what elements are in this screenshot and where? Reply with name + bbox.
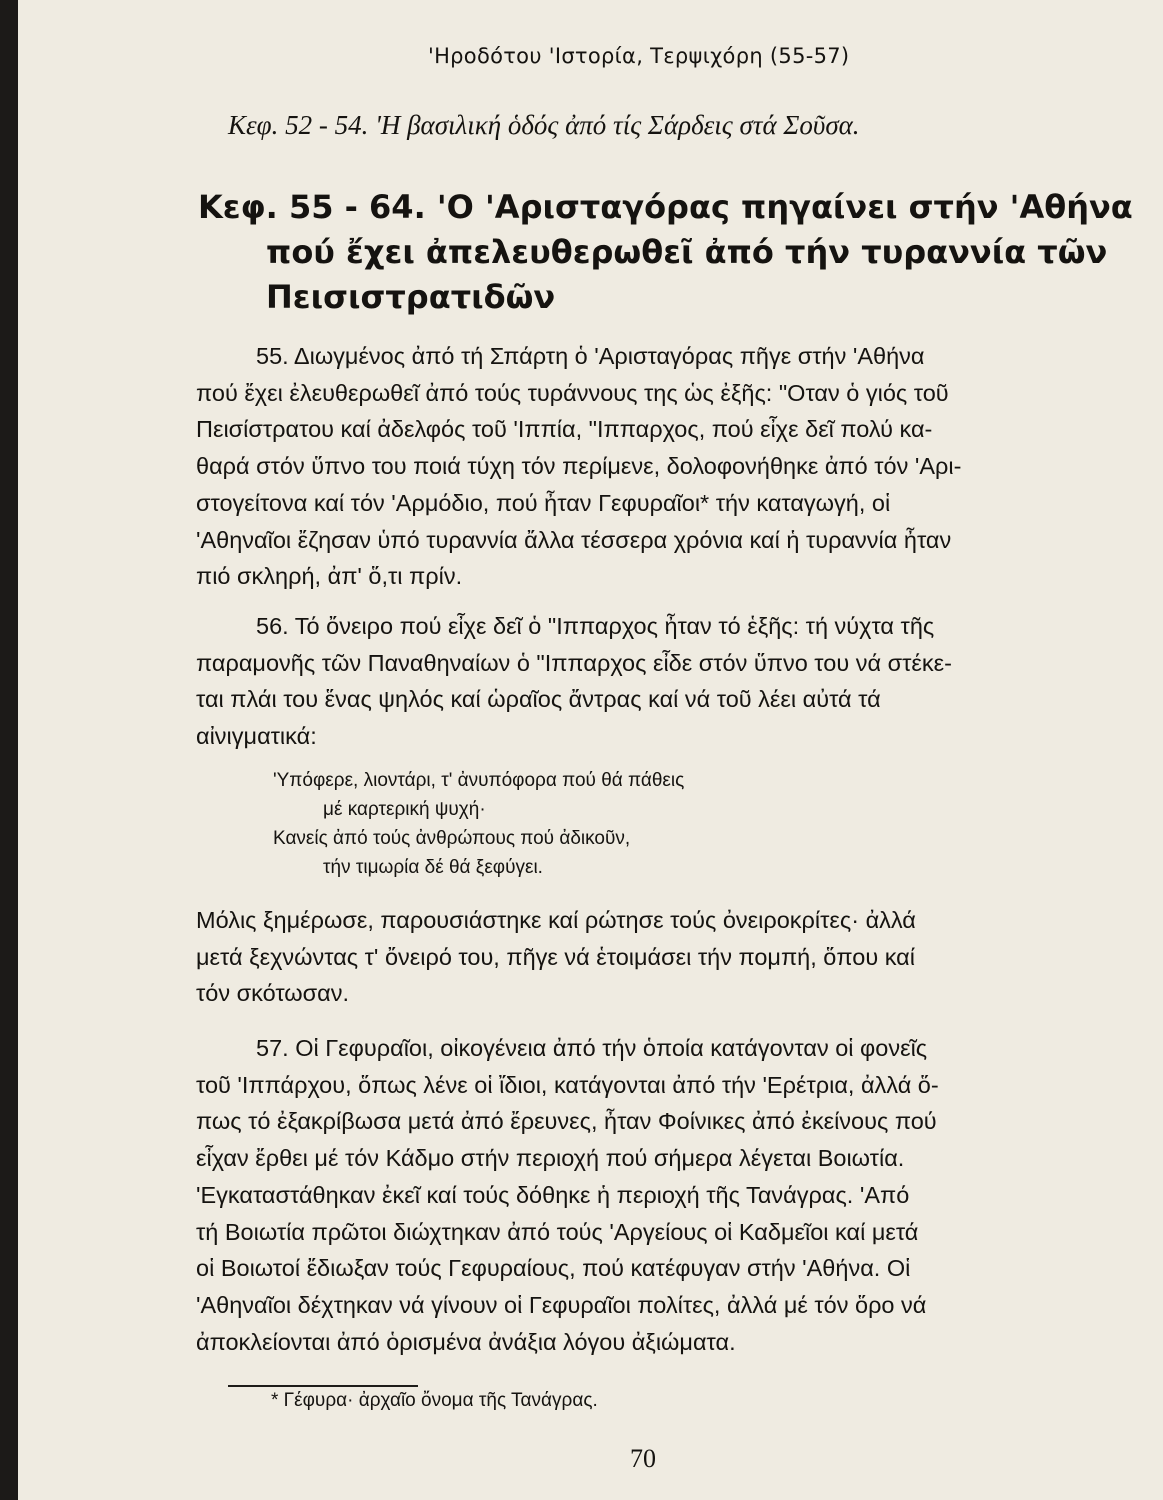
- chapter-heading-line: Κεφ. 55 - 64. 'Ο 'Αρισταγόρας πηγαίνει στήν 'Αθήνα: [198, 188, 1133, 226]
- paragraph-56: [196, 608, 1076, 755]
- text-line: τόν σκότωσαν.: [196, 980, 350, 1007]
- text-line: μετά ξεχνώντας τ' ὄνειρό του, πῆγε νά ἑτοιμάσει τήν πομπή, ὅπου καί: [196, 943, 915, 970]
- text-line: Μόλις ξημέρωσε, παρουσιάστηκε καί ρώτησε τούς ὀνειροκρίτες· ἀλλά: [196, 907, 916, 933]
- text-line: οἱ Βοιωτοί ἔδιωξαν τούς Γεφυραίους, πού κατέφυγαν στήν 'Αθήνα. Οἱ: [196, 1255, 911, 1282]
- chapter-heading-line: πού ἔχει ἀπελευθερωθεῖ ἀπό τήν τυραννία τῶν: [266, 233, 1108, 271]
- previous-chapter-title: Κεφ. 52 - 54. 'Η βασιλική ὁδός ἀπό τίς Σάρδεις στά Σοῦσα.: [228, 110, 860, 140]
- text-line: πιό σκληρή, ἀπ' ὅ,τι πρίν.: [196, 563, 463, 590]
- text-line: αἰνιγματικά:: [196, 723, 317, 750]
- chapter-heading: [198, 185, 1133, 320]
- verse-line: μέ καρτερική ψυχή·: [323, 799, 486, 820]
- paragraph-57: [196, 1030, 1076, 1360]
- chapter-heading-line: Πεισιστρατιδῶν: [266, 278, 556, 316]
- text-line: παραμονῆς τῶν Παναθηναίων ὁ "Ιππαρχος εἶδε στόν ὕπνο του νά στέκε-: [196, 649, 952, 676]
- text-line: πως τό ἐξακρίβωσα μετά ἀπό ἔρευνες, ἦταν Φοίνικες ἀπό ἐκείνους πού: [196, 1108, 937, 1135]
- footnote: * Γέφυρα· ἀρχαῖο ὄνομα τῆς Τανάγρας.: [271, 1390, 598, 1411]
- verse-line: 'Υπόφερε, λιοντάρι, τ' ἀνυπόφορα πού θά πάθεις: [273, 770, 685, 791]
- text-line: στογείτονα καί τόν 'Αρμόδιο, πού ἦταν Γεφυραῖοι* τήν καταγωγή, οἱ: [196, 489, 891, 516]
- running-head: 'Ηροδότου 'Ιστορία, Τερψιχόρη (55-57): [428, 44, 850, 68]
- text-line: 'Αθηναῖοι ἔζησαν ὑπό τυραννία ἄλλα τέσσερα χρόνια καί ἡ τυραννία ἦταν: [196, 526, 952, 553]
- text-line: εἶχαν ἔρθει μέ τόν Κάδμο στήν περιοχή πού σήμερα λέγεται Βοιωτία.: [196, 1145, 905, 1172]
- oracle-verse: [273, 766, 684, 882]
- text-line: θαρά στόν ὕπνο του ποιά τύχη τόν περίμενε, δολοφονήθηκε ἀπό τόν 'Αρι-: [196, 453, 962, 480]
- footnote-divider: [228, 1385, 418, 1387]
- text-line: πού ἔχει ἐλευθερωθεῖ ἀπό τούς τυράννους της ὡς ἐξῆς: "Οταν ὁ γιός τοῦ: [196, 379, 949, 406]
- text-line: 'Εγκαταστάθηκαν ἐκεῖ καί τούς δόθηκε ἡ περιοχή τῆς Τανάγρας. 'Από: [196, 1181, 910, 1208]
- text-line: ται πλάι του ἕνας ψηλός καί ὡραῖος ἄντρας καί νά τοῦ λέει αὐτά τά: [196, 686, 881, 713]
- verse-line: Κανείς ἀπό τούς ἀνθρώπους πού ἀδικοῦν,: [273, 828, 631, 849]
- page-number: 70: [630, 1444, 656, 1473]
- text-line: τή Βοιωτία πρῶτοι διώχτηκαν ἀπό τούς 'Αργείους οἱ Καδμεῖοι καί μετά: [196, 1218, 919, 1245]
- text-line: 57. Οἱ Γεφυραῖοι, οἰκογένεια ἀπό τήν ὁποία κατάγονταν οἱ φονεῖς: [256, 1035, 928, 1061]
- paragraph-56-continued: [196, 902, 1076, 1012]
- text-line: ἀποκλείονται ἀπό ὁρισμένα ἀνάξια λόγου ἀξιώματα.: [196, 1328, 736, 1355]
- text-line: Πεισίστρατου καί ἀδελφός τοῦ 'Ιππία, "Ιππαρχος, πού εἶχε δεῖ πολύ κα-: [196, 416, 933, 443]
- verse-line: τήν τιμωρία δέ θά ξεφύγει.: [323, 857, 543, 878]
- text-line: 'Αθηναῖοι δέχτηκαν νά γίνουν οἱ Γεφυραῖοι πολίτες, ἀλλά μέ τόν ὅρο νά: [196, 1291, 927, 1318]
- text-line: 55. Διωγμένος ἀπό τή Σπάρτη ὁ 'Αρισταγόρας πῆγε στήν 'Αθήνα: [256, 343, 925, 369]
- text-line: τοῦ 'Ιππάρχου, ὅπως λένε οἱ ἴδιοι, κατάγονται ἀπό τήν 'Ερέτρια, ἀλλά ὅ-: [196, 1071, 939, 1098]
- book-page: [18, 0, 1163, 1500]
- paragraph-55: [196, 338, 1076, 595]
- text-line: 56. Τό ὄνειρο πού εἶχε δεῖ ὁ "Ιππαρχος ἦταν τό ἑξῆς: τή νύχτα τῆς: [256, 613, 935, 639]
